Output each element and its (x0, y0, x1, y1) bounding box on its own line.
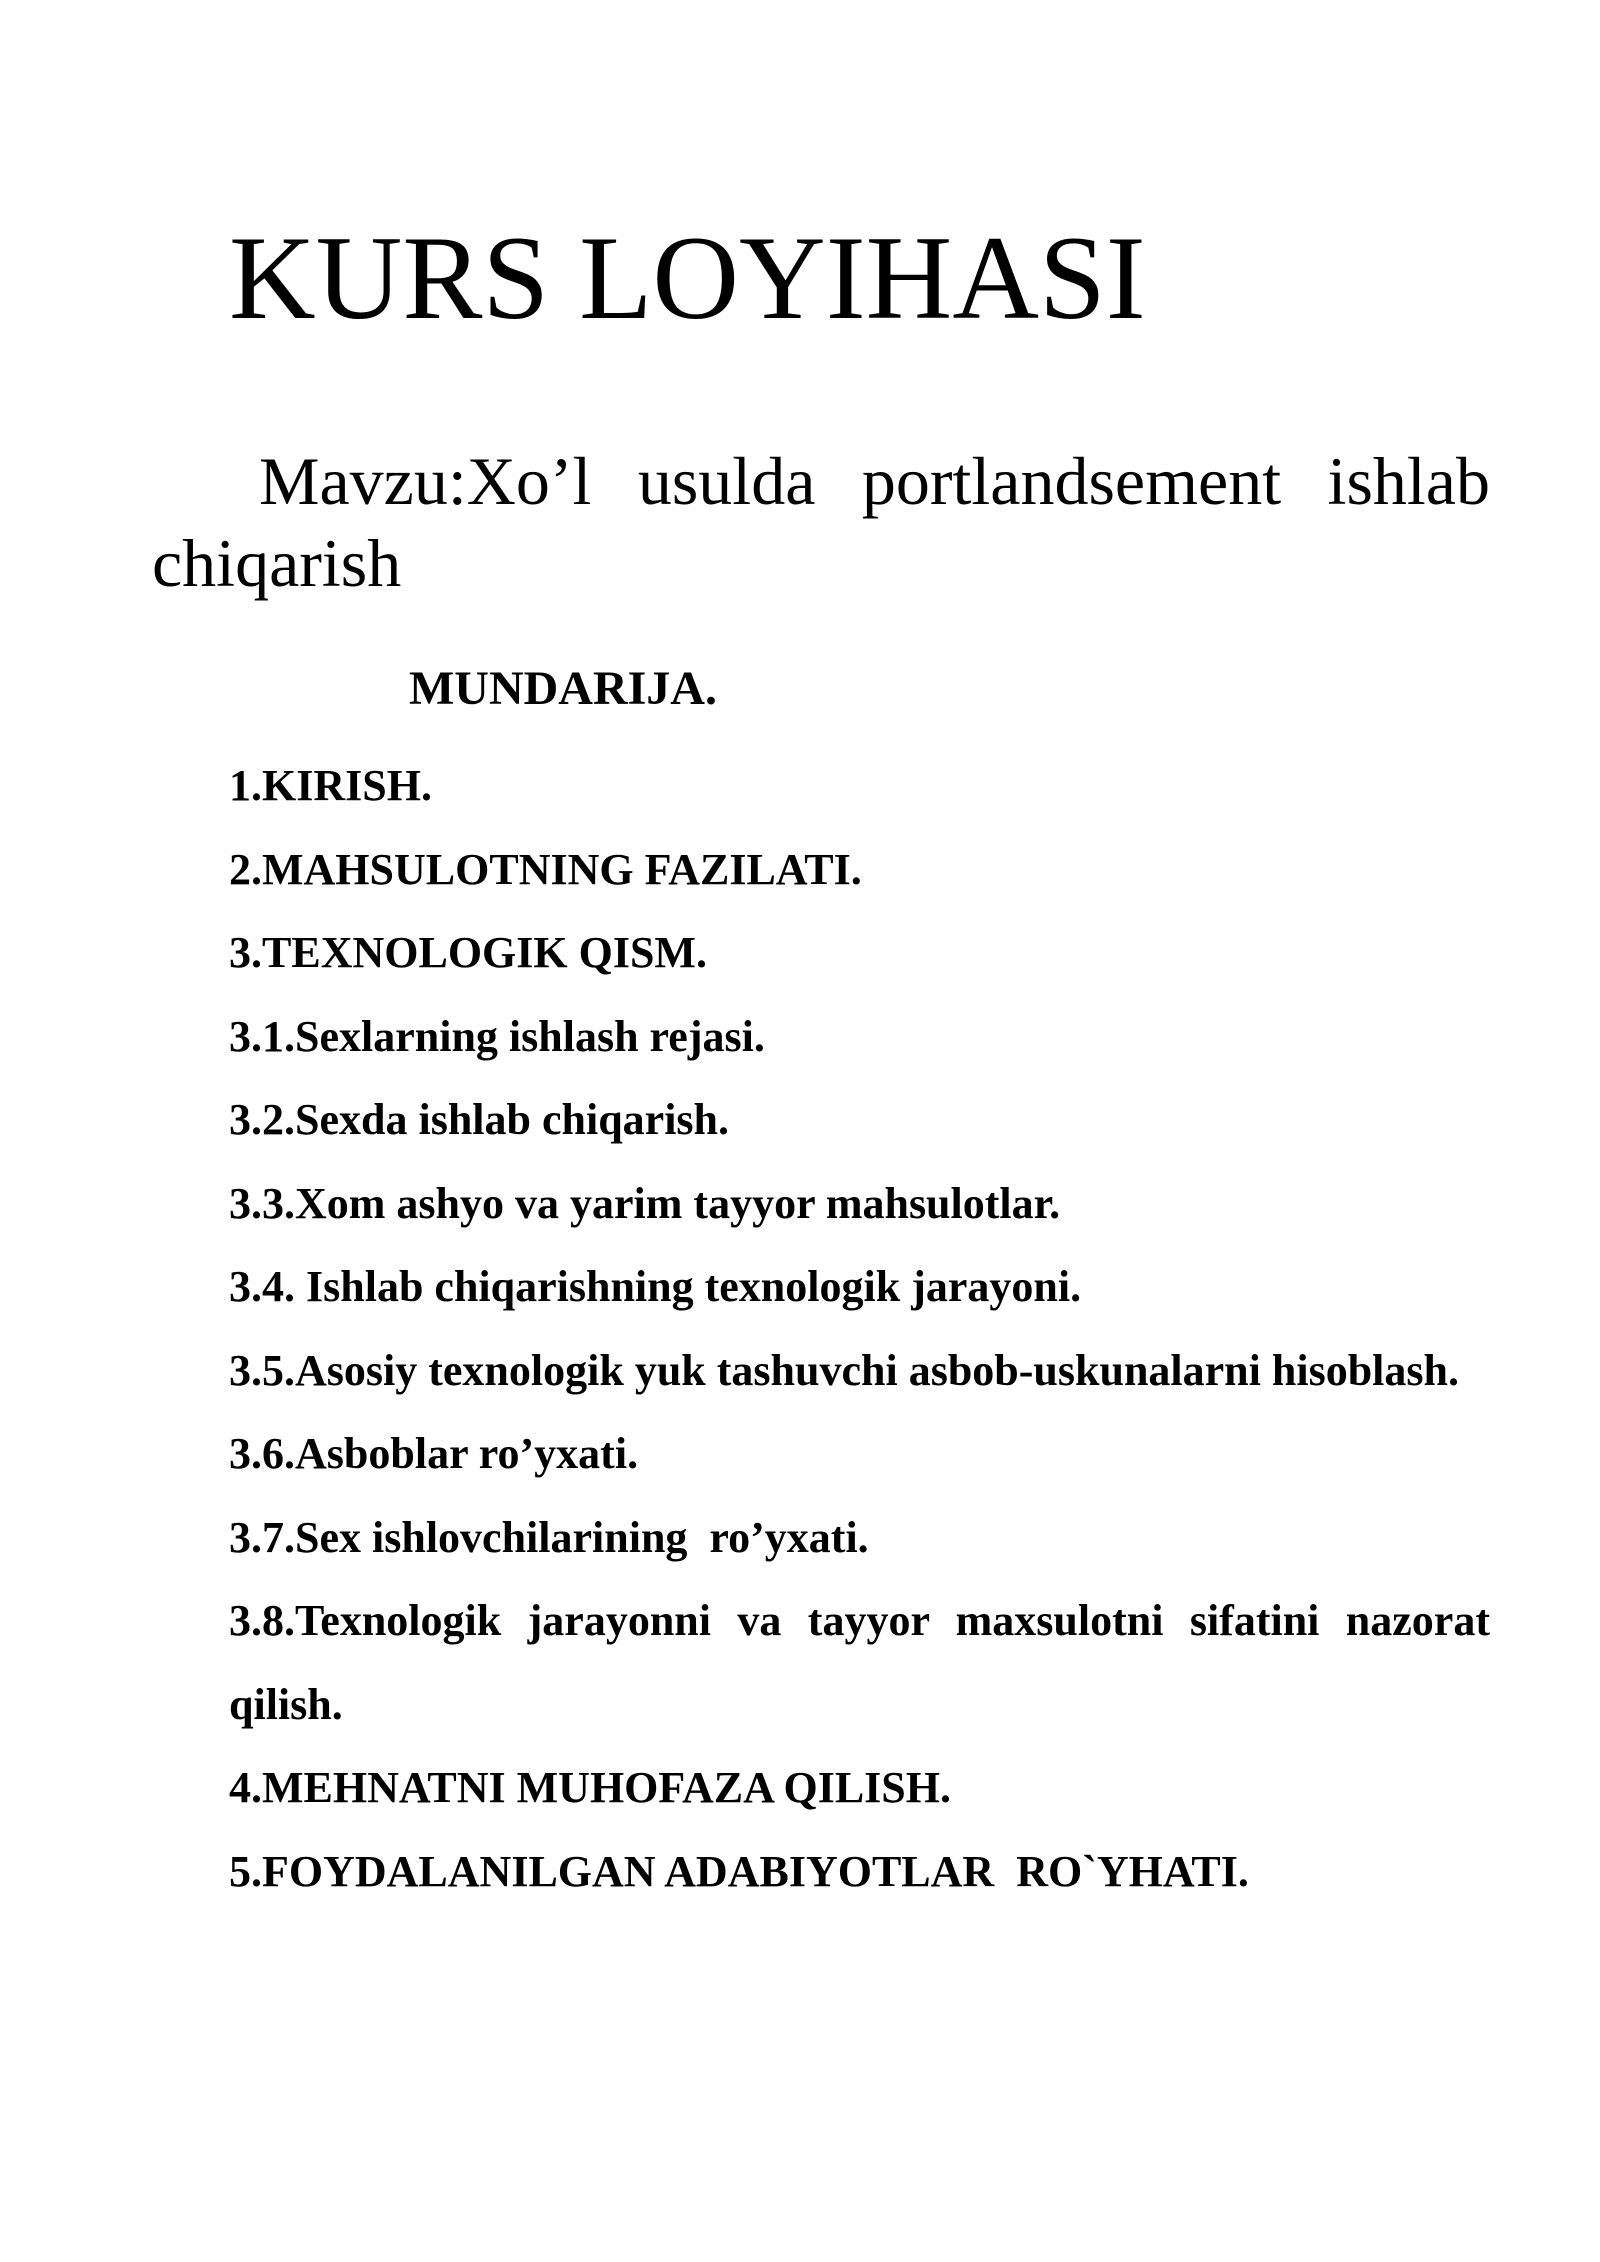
table-of-contents (229, 744, 1490, 1913)
toc-item: 3.5.Asosiy texnologik yuk tashuvchi asbob-uskunalarni hisoblash. (229, 1345, 1459, 1395)
toc-item: 3.2.Sexda ishlab chiqarish. (229, 1095, 730, 1144)
toc-item: 4.MEHNATNI MUHOFAZA QILISH. (229, 1763, 951, 1812)
toc-item: 3.6.Asboblar ro’yxati. (229, 1429, 639, 1478)
toc-item: 3.4. Ishlab chiqarishning texnologik jarayoni. (229, 1262, 1082, 1311)
toc-item: 5.FOYDALANILGAN ADABIYOTLAR RO`YHATI. (229, 1846, 1249, 1896)
toc-item: 3.7.Sex ishlovchilarining ro’yxati. (229, 1512, 869, 1562)
toc-item: 3.TEXNOLOGIK QISM. (229, 928, 707, 977)
toc-item: 1.KIRISH. (229, 761, 432, 810)
toc-heading: MUNDARIJA. (409, 662, 717, 715)
toc-item: 3.3.Xom ashyo va yarim tayyor mahsulotlar. (229, 1178, 1061, 1228)
toc-item: 2.MAHSULOTNING FAZILATI. (229, 844, 862, 894)
toc-item: 3.1.Sexlarning ishlash rejasi. (229, 1011, 765, 1061)
document-title: KURS LOYIHASI (229, 211, 1146, 344)
toc-item: 3.8.Texnologik jarayonni va tayyor maxsulotni sifatini nazorat qilish. (229, 1596, 1490, 1729)
document-topic: Mavzu:Xo’l usulda portlandsement ishlab chiqarish (152, 443, 1490, 601)
